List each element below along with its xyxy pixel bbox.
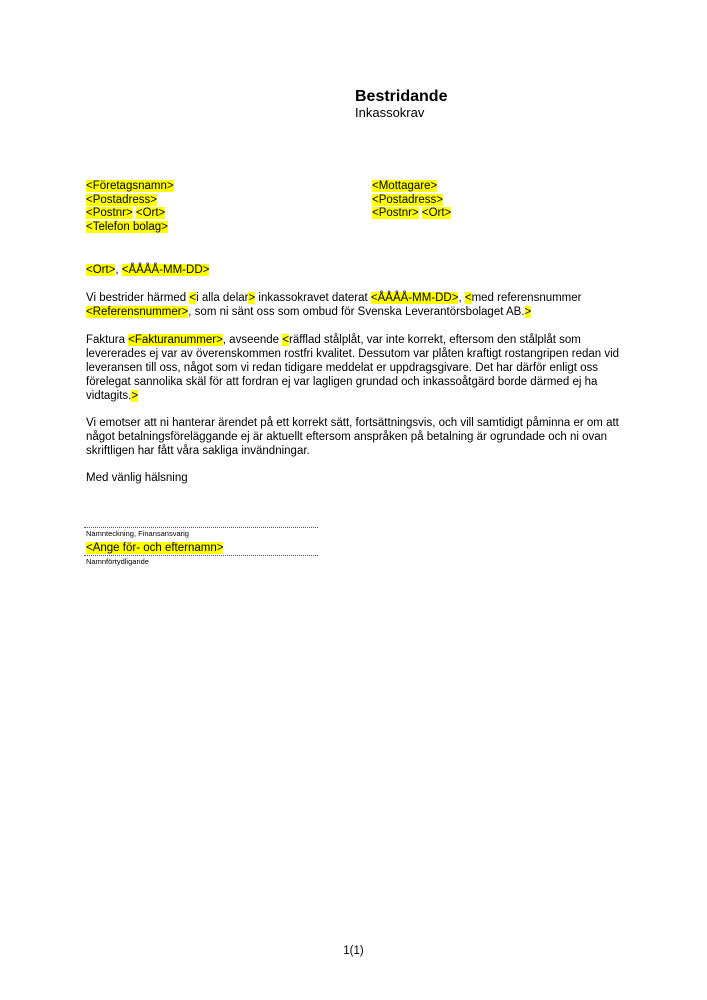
recipient-postal-address: <Postadress> xyxy=(372,193,443,206)
p1-mark-close-2: > xyxy=(524,306,532,318)
p2-mark-open: < xyxy=(282,334,289,346)
document-title: Bestridande xyxy=(355,88,448,105)
sender-postnr: <Postnr> xyxy=(86,207,133,220)
sender-city: <Ort> xyxy=(135,207,166,220)
closing-greeting: Med vänlig hälsning xyxy=(86,472,188,484)
p1-text-scope: i alla delar xyxy=(196,292,249,304)
document-subtitle: Inkassokrav xyxy=(355,105,425,120)
p2-invoice-number: <Fakturanummer> xyxy=(128,334,223,346)
page-number: 1(1) xyxy=(343,945,364,957)
recipient-city: <Ort> xyxy=(421,207,452,220)
name-clarification-line xyxy=(84,555,318,556)
p1-text-4: med referensnummer xyxy=(471,292,582,304)
recipient-name: <Mottagare> xyxy=(372,180,438,192)
recipient-address-block xyxy=(372,180,451,221)
paragraph-request: Vi emotser att ni hanterar ärendet på ett korrekt sätt, fortsättningsvis, och vill samtidigt påminna er om att något betalningsföreläggande ej är aktuellt eftersom anspråken på betalning är ogrundade och ni ovan skriftligen har fått våra sakliga invändningar. xyxy=(86,417,619,457)
sender-postal-address: <Postadress> xyxy=(86,193,157,206)
paragraph-dispute xyxy=(86,291,626,319)
signature-caption: Namnteckning, Finansansvarig xyxy=(86,529,189,538)
p1-reference-number: <Referensnummer> xyxy=(86,306,189,318)
signatory-name xyxy=(86,541,223,555)
p1-text-5: , som ni sänt oss som ombud för Svenska Leverantörsbolaget AB. xyxy=(188,306,525,318)
sender-company: <Företagsnamn> xyxy=(86,180,174,192)
p1-text-3: , xyxy=(458,292,465,304)
name-clarification-caption: Namnförtydligande xyxy=(86,557,149,566)
recipient-postnr: <Postnr> xyxy=(372,207,419,220)
signature-line xyxy=(84,527,318,528)
p1-claim-date: <ÅÅÅÅ-MM-DD> xyxy=(370,292,459,304)
p2-text-2: , avseende xyxy=(222,334,283,346)
p1-mark-open-2: < xyxy=(464,292,472,304)
sender-phone: <Telefon bolag> xyxy=(86,221,168,234)
date-place: <Ort> xyxy=(86,264,116,276)
paragraph-invoice xyxy=(86,333,626,403)
p1-mark-close: > xyxy=(248,292,256,304)
letter-date: <ÅÅÅÅ-MM-DD> xyxy=(121,264,210,276)
p1-mark-open: < xyxy=(189,292,197,304)
p2-text-1: Faktura xyxy=(86,334,129,346)
place-date-line xyxy=(86,263,209,277)
sender-address-block xyxy=(86,180,174,235)
p2-text-3: räfflad stålplåt, var inte korrekt, eftersom den stålplåt som levererades ej var av överenskommen rostfri kvalitet. Dessutom var plåten kraftigt rostangripen redan vid leveransen till oss, något som vi redan tidigare meddelat er uppdragsgivare. Det har därför enligt oss förelegat sannolika skäl för att fordran ej var lagligen grundad och inkassoåtgärd borde därmed ej ha vidtagits. xyxy=(86,334,620,402)
p1-text-2: inkassokravet daterat xyxy=(255,292,371,304)
p1-text-1: Vi bestrider härmed xyxy=(86,292,190,304)
date-separator: , xyxy=(115,264,122,276)
signatory-name-placeholder: <Ange för- och efternamn> xyxy=(86,542,224,554)
p2-mark-close: > xyxy=(131,390,139,402)
